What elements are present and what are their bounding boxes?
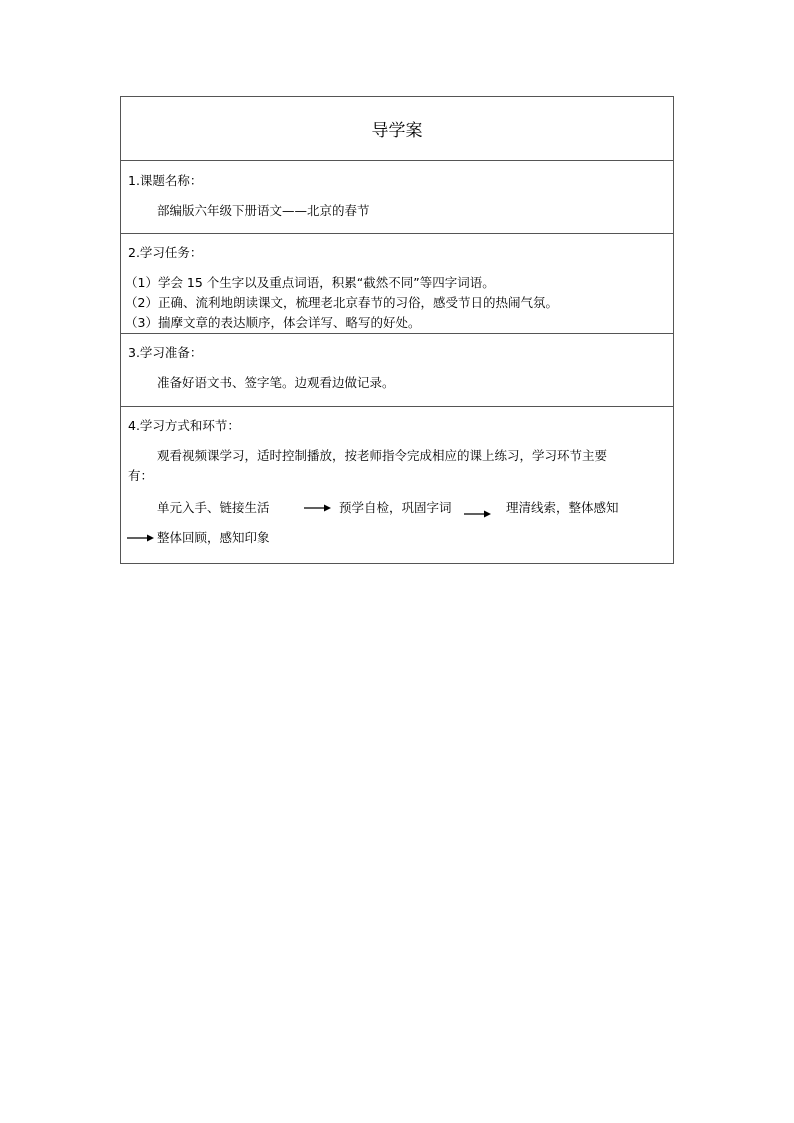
arrow-right-icon (127, 532, 155, 544)
page-title: 导学案 (371, 121, 423, 141)
section-heading: 1.课题名称： (128, 173, 203, 188)
section-heading: 2.学习任务： (128, 245, 203, 260)
topic-text: 部编版六年级下册语文——北京的春节 (157, 203, 370, 218)
task-item: （2）正确、流利地朗读课文，梳理老北京春节的习俗，感受节日的热闹气氛。 (125, 295, 558, 310)
step-1: 单元入手、链接生活 (157, 500, 270, 515)
arrow-right-icon (304, 502, 332, 514)
method-intro-continued: 有： (128, 468, 154, 483)
section-tasks (121, 233, 673, 333)
method-intro: 观看视频课学习，适时控制播放，按老师指令完成相应的课上练习，学习环节主要 (157, 448, 608, 463)
section-heading: 3.学习准备： (128, 345, 203, 360)
section-heading: 4.学习方式和环节： (128, 418, 240, 433)
section-method (121, 406, 673, 563)
arrow-right-icon (464, 508, 492, 520)
step-3: 理清线索，整体感知 (506, 500, 619, 515)
step-2: 预学自检，巩固字词 (339, 500, 452, 515)
task-item: （1）学会 15 个生字以及重点词语，积累“截然不同”等四字词语。 (125, 275, 495, 290)
step-4: 整体回顾，感知印象 (157, 530, 270, 545)
section-preparation (121, 333, 673, 406)
guide-table (120, 96, 674, 564)
task-item: （3）揣摩文章的表达顺序，体会详写、略写的好处。 (125, 315, 421, 330)
section-topic (121, 160, 673, 233)
title-row (121, 97, 673, 160)
preparation-text: 准备好语文书、签字笔。边观看边做记录。 (157, 375, 395, 390)
